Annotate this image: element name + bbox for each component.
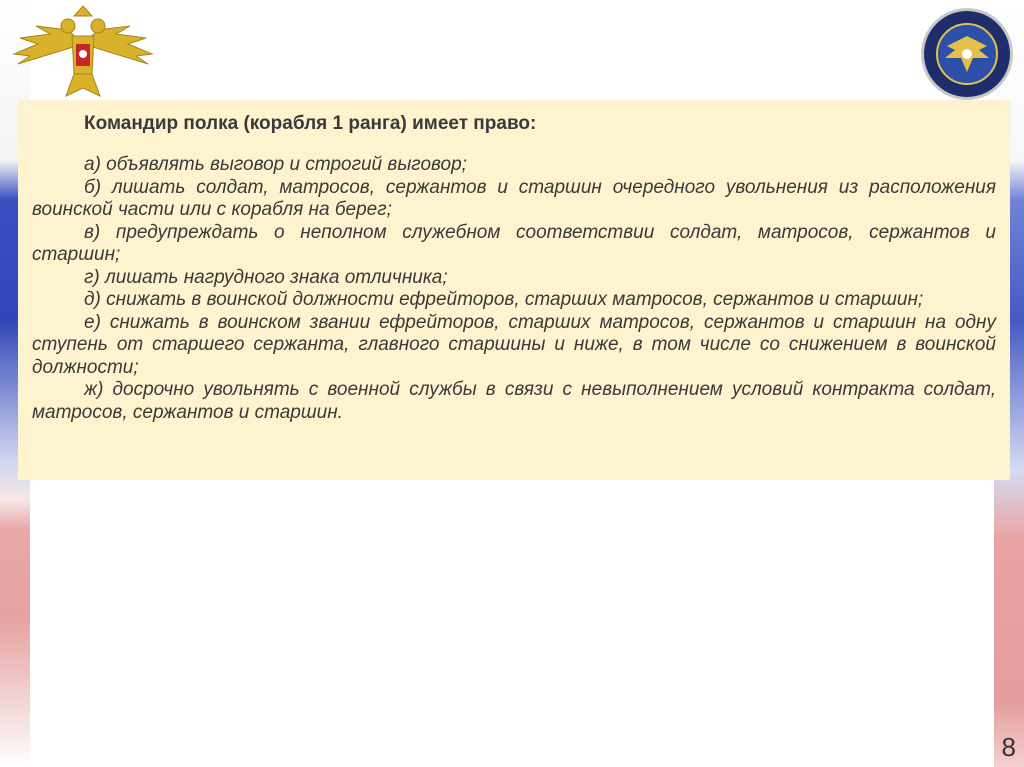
double-headed-eagle-icon <box>8 4 158 100</box>
list-item: в) предупреждать о неполном служебном соответствии солдат, матросов, сержантов и старшин; <box>32 221 996 265</box>
university-seal-icon <box>917 6 1017 102</box>
list-item: б) лишать солдат, матросов, сержантов и старшин очередного увольнения из расположения воинской части или с корабля на берег; <box>32 176 996 220</box>
page-number: 8 <box>1001 732 1016 762</box>
list-item: а) объявлять выговор и строгий выговор; <box>84 154 467 175</box>
list-item: г) лишать нагрудного знака отличника; <box>84 266 448 288</box>
rights-list <box>32 154 996 424</box>
list-item: е) снижать в воинском звании ефрейторов, старших матросов, сержантов и старшин на одну ступень от старшего сержанта, главного старшины и ниже, в том числе со снижением в воинской должности; <box>32 311 996 378</box>
content-panel <box>18 100 1010 480</box>
slide-heading: Командир полка (корабля 1 ранга) имеет право: <box>84 113 537 134</box>
list-item: д) снижать в воинской должности ефрейторов, старших матросов, сержантов и старшин; <box>84 289 924 310</box>
list-item: ж) досрочно увольнять с военной службы в связи с невыполнением условий контракта солдат, матросов, сержантов и старшин. <box>32 379 996 423</box>
